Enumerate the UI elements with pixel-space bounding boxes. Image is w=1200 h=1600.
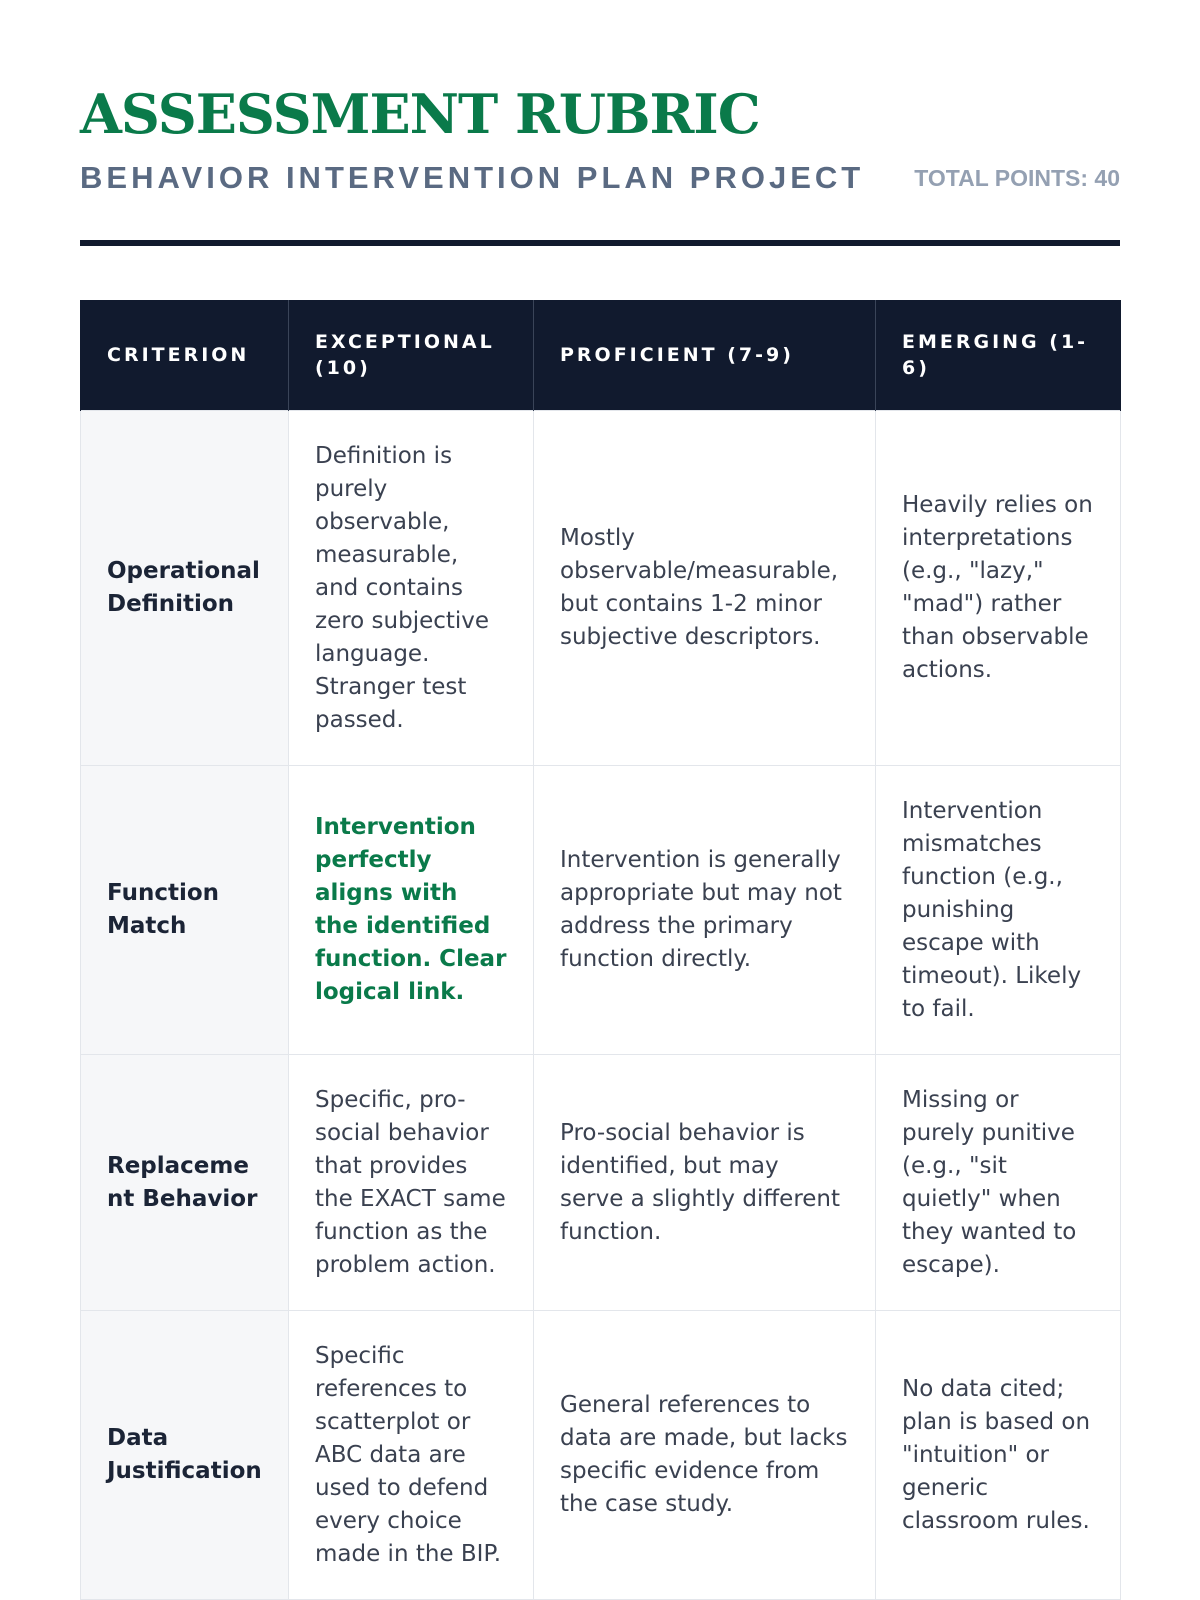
- header-divider: [80, 240, 1120, 246]
- table-row: [81, 1055, 1121, 1311]
- table-row: [81, 766, 1121, 1055]
- emerging-cell: Intervention mismatches function (e.g., punishing escape with timeout). Likely to fail.: [876, 766, 1121, 1055]
- table-row: [81, 1311, 1121, 1600]
- exceptional-cell: Specific, pro-social behavior that provides the EXACT same function as the problem action.: [289, 1055, 534, 1311]
- proficient-cell: Pro-social behavior is identified, but may serve a slightly different function.: [534, 1055, 876, 1311]
- column-header-exceptional: EXCEPTIONAL (10): [289, 300, 534, 411]
- total-points-label: TOTAL POINTS: 40: [914, 165, 1120, 191]
- page-title: ASSESSMENT RUBRIC: [80, 82, 760, 146]
- exceptional-cell: Definition is purely observable, measurable, and contains zero subjective language. Stranger test passed.: [289, 411, 534, 766]
- criterion-cell: Replacement Behavior: [81, 1055, 289, 1311]
- column-header-emerging: EMERGING (1-6): [876, 300, 1121, 411]
- subtitle-row: [80, 158, 1120, 198]
- column-header-criterion: CRITERION: [81, 300, 289, 411]
- page-subtitle: BEHAVIOR INTERVENTION PLAN PROJECT: [80, 160, 865, 195]
- criterion-cell: Operational Definition: [81, 411, 289, 766]
- rubric-header-row: [81, 300, 1121, 411]
- criterion-cell: Data Justification: [81, 1311, 289, 1600]
- table-row: [81, 411, 1121, 766]
- column-header-proficient: PROFICIENT (7-9): [534, 300, 876, 411]
- proficient-cell: Mostly observable/measurable, but contains 1-2 minor subjective descriptors.: [534, 411, 876, 766]
- emerging-cell: Missing or purely punitive (e.g., "sit quietly" when they wanted to escape).: [876, 1055, 1121, 1311]
- emerging-cell: No data cited; plan is based on "intuition" or generic classroom rules.: [876, 1311, 1121, 1600]
- exceptional-cell: Specific references to scatterplot or ABC data are used to defend every choice made in the BIP.: [289, 1311, 534, 1600]
- emerging-cell: Heavily relies on interpretations (e.g., "lazy," "mad") rather than observable actions.: [876, 411, 1121, 766]
- exceptional-cell-highlighted: Intervention perfectly aligns with the identified function. Clear logical link.: [289, 766, 534, 1055]
- rubric-table: [80, 300, 1121, 1600]
- proficient-cell: General references to data are made, but lacks specific evidence from the case study.: [534, 1311, 876, 1600]
- proficient-cell: Intervention is generally appropriate but may not address the primary function directly.: [534, 766, 876, 1055]
- criterion-cell: Function Match: [81, 766, 289, 1055]
